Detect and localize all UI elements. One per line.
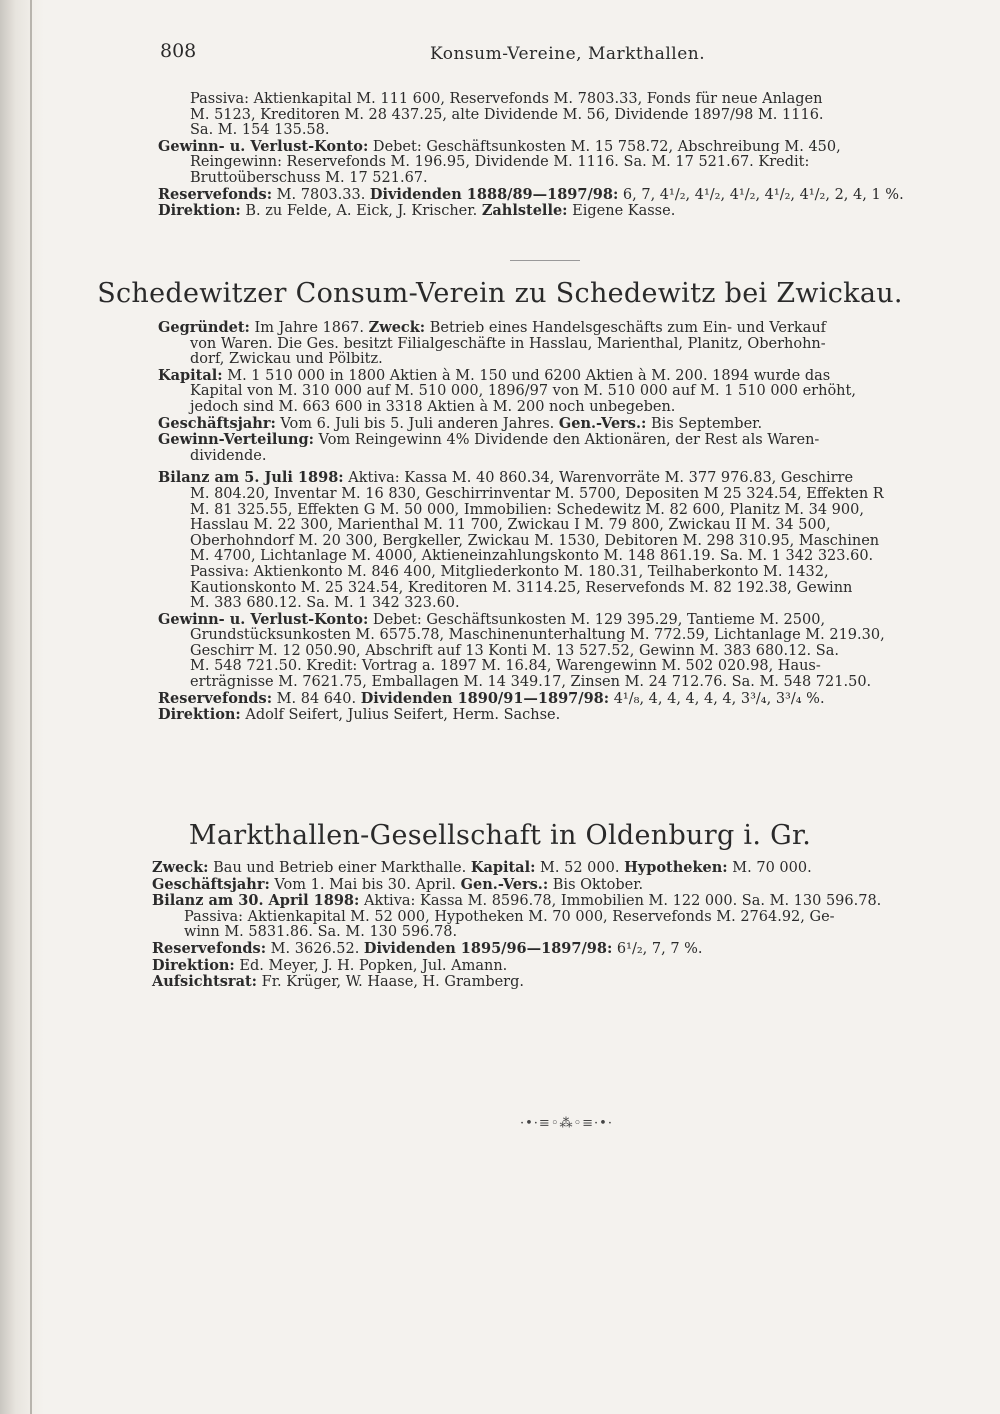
- previous-entry-continuation: [158, 92, 968, 220]
- kapital-label: Kapital:: [470, 859, 536, 876]
- hypotheken-label: Hypotheken:: [624, 859, 728, 876]
- page-number: 808: [160, 40, 197, 62]
- text-line: Sa. M. 154 135.58.: [190, 122, 330, 139]
- gewinn-label: Gewinn- u. Verlust-Konto:: [158, 137, 369, 155]
- separator-line: [510, 260, 580, 261]
- direktion-value: Ed. Meyer, J. H. Popken, Jul. Amann.: [234, 957, 508, 974]
- zahlstelle-value: Eigene Kasse.: [567, 203, 676, 220]
- text-line: Oberhohndorf M. 20 300, Bergkeller, Zwickau M. 1530, Debitoren M. 298 310.95, Maschinen: [190, 532, 880, 549]
- reserve-label: Reservefonds:: [152, 939, 267, 957]
- running-title: Konsum-Vereine, Markthallen.: [430, 44, 706, 64]
- gegruendet-label: Gegründet:: [158, 319, 250, 336]
- direktion-label: Direktion:: [152, 956, 235, 974]
- text-line: Aktiva: Kassa M. 8596.78, Immobilien M. 122 000. Sa. M. 130 596.78.: [359, 893, 882, 910]
- geschaeftsjahr-value: Vom 6. Juli bis 5. Juli anderen Jahres.: [275, 415, 559, 432]
- direktion-value: Adolf Seifert, Julius Seifert, Herm. Sachse.: [240, 707, 561, 724]
- text-line: Grundstücksunkosten M. 6575.78, Maschinenunterhaltung M. 772.59, Lichtanlage M. 219.30,: [190, 627, 885, 644]
- zweck-label: Zweck:: [152, 859, 209, 876]
- zweck-label: Zweck:: [368, 319, 426, 336]
- text-line: jedoch sind M. 663 600 in 3318 Aktien à M. 200 noch unbegeben.: [190, 398, 676, 415]
- direktion-label: Direktion:: [158, 202, 241, 220]
- text-line: M. 4700, Lichtanlage M. 4000, Aktieneinzahlungskonto M. 148 861.19. Sa. M. 1 342 323.60.: [190, 548, 874, 565]
- verteilung-label: Gewinn-Verteilung:: [158, 431, 314, 449]
- reserve-value: M. 7803.33.: [272, 186, 370, 203]
- reserve-value: M. 3626.52.: [266, 940, 364, 957]
- text-line: erträgnisse M. 7621.75, Emballagen M. 14 349.17, Zinsen M. 24 712.76. Sa. M. 548 721.50.: [190, 674, 872, 691]
- text-line: Reingewinn: Reservefonds M. 196.95, Dividende M. 1116. Sa. M. 17 521.67. Kredit:: [190, 154, 810, 171]
- geschaeftsjahr-label: Geschäftsjahr:: [158, 414, 276, 432]
- text-line: Betrieb eines Handelsgeschäfts zum Ein- und Verkauf: [425, 320, 827, 336]
- aufsichtsrat-label: Aufsichtsrat:: [152, 973, 258, 991]
- text-line: M. 5123, Kreditoren M. 28 437.25, alte Dividende M. 56, Dividende 1897/98 M. 1116.: [190, 106, 824, 123]
- kapital-value: M. 52 000.: [535, 860, 625, 876]
- end-ornament: ·•·≡◦⁂◦≡·•·: [520, 1116, 613, 1131]
- text-line: M. 804.20, Inventar M. 16 830, Geschirrinventar M. 5700, Depositen M 25 324.54, Effekten R: [190, 485, 884, 502]
- text-line: Kapital von M. 310 000 auf M. 510 000, 1896/97 von M. 510 000 auf M. 1 510 000 erhöht,: [190, 383, 856, 400]
- text-line: Passiva: Aktienkonto M. 846 400, Mitgliederkonto M. 180.31, Teilhaberkonto M. 1432,: [190, 563, 829, 580]
- text-line: winn M. 5831.86. Sa. M. 130 596.78.: [184, 924, 458, 941]
- company-entry-schedewitz: [158, 320, 968, 724]
- hypotheken-value: M. 70 000.: [727, 860, 812, 876]
- genvers-value: Bis Oktober.: [548, 876, 644, 893]
- gv-label: Gewinn- u. Verlust-Konto:: [158, 610, 369, 628]
- text-line: M. 81 325.55, Effekten G M. 50 000, Immobilien: Schedewitz M. 82 600, Planitz M. 34 900,: [190, 501, 864, 518]
- reserve-value: M. 84 640.: [272, 690, 361, 707]
- dividend-value: 4¹/₈, 4, 4, 4, 4, 4, 3³/₄, 3³/₄ %.: [609, 690, 825, 707]
- text-line: von Waren. Die Ges. besitzt Filialgeschäfte in Hasslau, Marienthal, Planitz, Oberhohn-: [190, 335, 826, 352]
- company-entry-oldenburg: [152, 860, 962, 991]
- text-line: Hasslau M. 22 300, Marienthal M. 11 700, Zwickau I M. 79 800, Zwickau II M. 34 500,: [190, 517, 831, 534]
- text-line: M. 548 721.50. Kredit: Vortrag a. 1897 M. 16.84, Warengewinn M. 502 020.98, Haus-: [190, 658, 821, 675]
- text-line: dorf, Zwickau und Pölbitz.: [190, 351, 383, 368]
- text-line: Debet: Geschäftsunkosten M. 129 395.29, Tantieme M. 2500,: [368, 611, 826, 628]
- genvers-value: Bis September.: [646, 415, 763, 432]
- company-title-schedewitz: Schedewitzer Consum-Verein zu Schedewitz bei Zwickau.: [97, 278, 903, 309]
- company-title-oldenburg: Markthallen-Gesellschaft in Oldenburg i. Gr.: [188, 820, 812, 851]
- dividend-value: 6, 7, 4¹/₂, 4¹/₂, 4¹/₂, 4¹/₂, 4¹/₂, 2, 4, 1 %.: [618, 186, 904, 203]
- dividend-label: Dividenden 1895/96—1897/98:: [363, 939, 613, 957]
- text-line: M. 383 680.12. Sa. M. 1 342 323.60.: [190, 595, 460, 612]
- text-line: Passiva: Aktienkapital M. 52 000, Hypotheken M. 70 000, Reservefonds M. 2764.92, Ge-: [184, 908, 835, 925]
- gegruendet-value: Im Jahre 1867.: [249, 320, 369, 336]
- kapital-label: Kapital:: [158, 366, 223, 384]
- reserve-label: Reservefonds:: [158, 185, 273, 203]
- dividend-label: Dividenden 1888/89—1897/98:: [369, 185, 619, 203]
- genvers-label: Gen.-Vers.:: [460, 875, 549, 893]
- direktion-value: B. zu Felde, A. Eick, J. Krischer.: [240, 203, 482, 220]
- text-line: Bruttoüberschuss M. 17 521.67.: [190, 169, 428, 186]
- text-line: dividende.: [190, 447, 267, 464]
- genvers-label: Gen.-Vers.:: [558, 414, 647, 432]
- direktion-label: Direktion:: [158, 706, 241, 724]
- geschaeftsjahr-label: Geschäftsjahr:: [152, 875, 270, 893]
- text-line: Vom Reingewinn 4% Dividende den Aktionären, der Rest als Waren-: [313, 432, 820, 449]
- bilanz-label: Bilanz am 5. Juli 1898:: [158, 469, 344, 487]
- geschaeftsjahr-value: Vom 1. Mai bis 30. April.: [269, 876, 461, 893]
- text-line: Kautionskonto M. 25 324.54, Kreditoren M. 3114.25, Reservefonds M. 82 192.38, Gewinn: [190, 579, 853, 596]
- bilanz-label: Bilanz am 30. April 1898:: [152, 892, 360, 910]
- zahlstelle-label: Zahlstelle:: [481, 202, 568, 220]
- reserve-label: Reservefonds:: [158, 689, 273, 707]
- aufsichtsrat-value: Fr. Krüger, W. Haase, H. Gramberg.: [257, 974, 524, 991]
- dividend-value: 6¹/₂, 7, 7 %.: [612, 940, 703, 957]
- text-line: Passiva: Aktienkapital M. 111 600, Reservefonds M. 7803.33, Fonds für neue Anlagen: [190, 91, 823, 107]
- text-line: M. 1 510 000 in 1800 Aktien à M. 150 und 6200 Aktien à M. 200. 1894 wurde das: [222, 367, 831, 384]
- text-line: Aktiva: Kassa M. 40 860.34, Warenvorräte M. 377 976.83, Geschirre: [343, 470, 854, 487]
- book-binding-edge: [0, 0, 44, 1414]
- dividend-label: Dividenden 1890/91—1897/98:: [360, 689, 610, 707]
- text-line: Geschirr M. 12 050.90, Abschrift auf 13 Konti M. 13 527.52, Gewinn M. 383 680.12. Sa.: [190, 642, 839, 659]
- zweck-value: Bau und Betrieb einer Markthalle.: [208, 860, 471, 876]
- text-line: Debet: Geschäftsunkosten M. 15 758.72, Abschreibung M. 450,: [368, 138, 841, 155]
